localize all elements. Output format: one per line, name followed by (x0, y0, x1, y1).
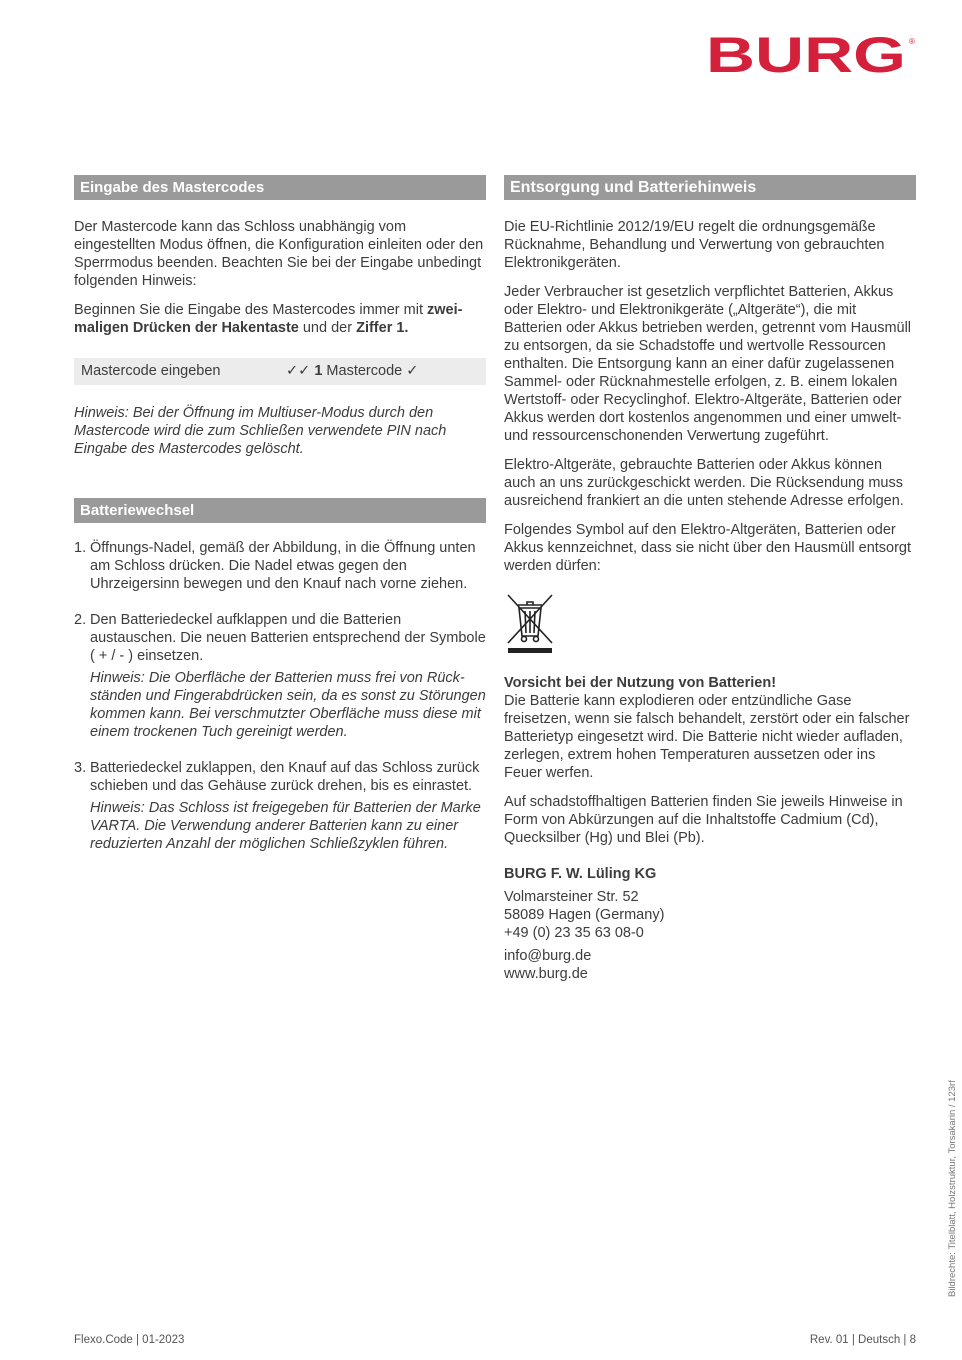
section-heading-disposal: Entsorgung und Batteriehinweis (504, 175, 916, 200)
mastercode-row-value: ✓✓ 1 Mastercode ✓ (286, 363, 419, 379)
email-link[interactable]: info@burg.de (504, 948, 592, 964)
website-link[interactable]: www.burg.de (504, 966, 588, 982)
left-column (74, 175, 486, 853)
address-street: Volmarsteiner Str. 52 (504, 889, 639, 905)
hazard-paragraph: Auf schadstoffhaltigen Batterien finden Sie jeweils Hinweise in Form von Abkürzungen auf die Inhaltstoffe Cadmium (Cd), Quecksilber (Hg) und Blei (Pb). (504, 794, 903, 846)
company-name: BURG F. W. Lüling KG (504, 866, 657, 882)
warning-title: Vorsicht bei der Nutzung von Batterien! (504, 675, 777, 691)
logo-text: BURG (706, 27, 906, 83)
battery-steps (74, 539, 486, 853)
battery-step: 1. Öffnungs-Nadel, gemäß der Abbildung, in die Öffnung unten am Schloss drücken. Die Nadel etwas gegen den Uhrzeigersinn bewegen und den Knauf nach vorne ziehen. (74, 540, 476, 592)
section-heading-battery: Batteriewechsel (74, 498, 486, 523)
burg-logo (706, 27, 918, 83)
mastercode-instruction: Beginnen Sie die Eingabe des Mastercodes immer mit zweimaligen Drücken der Hakentaste und der Ziffer 1. (74, 302, 463, 336)
disposal-paragraph-2: Jeder Verbraucher ist gesetzlich verpflichtet Batterien, Akkus oder Elektro- und Elektronikgeräte („Altgeräte“), die mit Batterien oder Akkus betrieben werden, getrennt vom Hausmüll zu entsorgen, da sie Schadstoffe und wertvolle Ressourcen enthalten. Die Entsorgung kann an einer dafür zugelassenen Sammel- oder Rücknahmestelle erfolgen, z. B. einem lokalen Wertstoff- oder Recyclinghof. Elektro-Altgeräte, Batterien oder Akkus werden dort kostenlos angenommen und einer umwelt- und ressourcenschonenden Verwertung zugeführt. (504, 284, 912, 444)
battery-step: 3. Batteriedeckel zuklappen, den Knauf auf das Schloss zurück schieben und das Gehäuse zurück drehen, bis es einrastet. Hinweis: Das Schloss ist freigegeben für Batterien der Marke VARTA. Die Verwendung anderer Batterien kann zu einer reduzierten Anzahl der möglichen Schließzyklen führen. (74, 759, 486, 853)
mastercode-row-label: Mastercode eingeben (81, 363, 221, 379)
mastercode-intro: Der Mastercode kann das Schloss unabhängig vom eingestellten Modus öffnen, die Konfiguration einleiten oder den Sperrmodus beenden. Beachten Sie bei der Eingabe unbedingt folgenden Hinweis: (74, 219, 484, 289)
section-heading-mastercode: Eingabe des Mastercodes (74, 175, 486, 200)
address-city: 58089 Hagen (Germany) (504, 907, 665, 923)
disposal-paragraph-3: Elektro-Altgeräte, gebrauchte Batterien oder Akkus können auch an uns zurückgeschickt werden. Die Rücksendung muss ausreichend frankiert an die unten stehende Adresse erfolgen. (504, 457, 904, 509)
warning-text: Die Batterie kann explodieren oder entzündliche Gase freisetzen, wenn sie falsch behandelt, zerstört oder ein falscher Batterietyp eingesetzt wird. Die Batterie nicht wieder aufladen, zerlegen, extrem hohen Temperaturen aussetzen oder ins Feuer werfen. (504, 693, 910, 781)
battery-step-note: Hinweis: Das Schloss ist freigegeben für Batterien der Marke VARTA. Die Verwendung anderer Batterien kann zu einer reduzierten Anzahl der möglichen Schließzyklen führen. (90, 800, 481, 852)
crossed-out-wheelie-bin-icon (504, 591, 556, 655)
right-column (504, 175, 916, 983)
mastercode-entry-row (74, 358, 486, 385)
footer-left: Flexo.Code | 01-2023 (74, 1334, 185, 1346)
phone-number: +49 (0) 23 35 63 08-0 (504, 925, 644, 941)
battery-step: 2. Den Batteriedeckel aufklappen und die Batterien austauschen. Die neuen Batterien entsprechend der Symbole ( + / - ) einsetzen. Hinweis: Die Oberfläche der Batterien muss frei von Rückständen und Fingerabdrücken sein, da es sonst zu Störungen kommen kann. Bei verschmutzter Oberfläche muss diese mit einem trockenen Tuch gereinigt werden. (74, 612, 486, 740)
registered-mark: ® (909, 37, 915, 46)
disposal-paragraph-4: Folgendes Symbol auf den Elektro-Altgeräten, Batterien oder Akkus kennzeichnet, dass sie nicht über den Hausmüll entsorgt werden dürfen: (504, 522, 912, 574)
battery-step-note: Hinweis: Die Oberfläche der Batterien muss frei von Rückständen und Fingerabdrücken sein, da es sonst zu Störungen kommen kann. Bei verschmutzter Oberfläche muss diese mit einem trockenen Tuch gereinigt werden. (90, 670, 486, 740)
disposal-paragraph-1: Die EU-Richtlinie 2012/19/EU regelt die ordnungsgemäße Rücknahme, Behandlung und Verwertung von gebrauchten Elektronikgeräten. (504, 219, 885, 271)
image-credit: Bildrechte: Titelblatt, Holzstruktur, Torsakarin / 123rf (947, 1080, 958, 1297)
mastercode-note: Hinweis: Bei der Öffnung im Multiuser-Modus durch den Mastercode wird die zum Schließen verwendete PIN nach Eingabe des Mastercodes gelöscht. (74, 405, 447, 457)
footer-right: Rev. 01 | Deutsch | 8 (809, 1334, 916, 1346)
